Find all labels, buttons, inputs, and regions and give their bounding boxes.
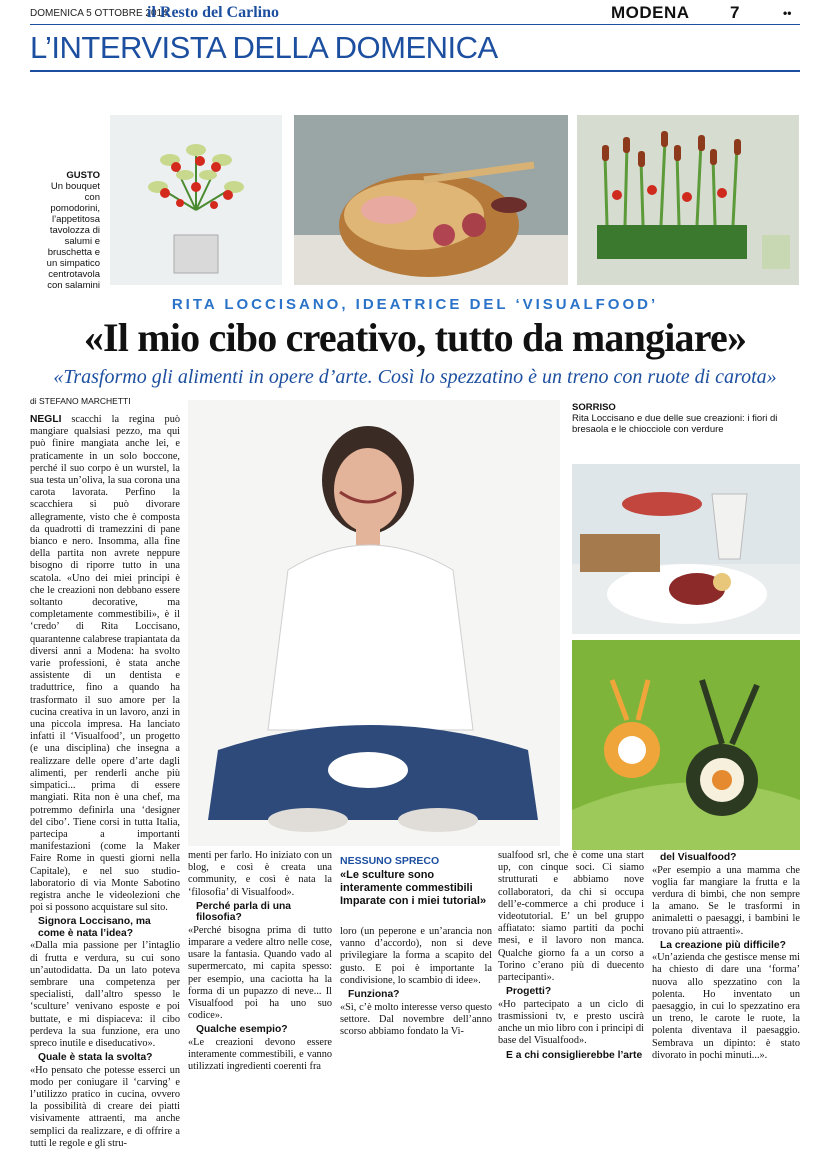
caption-gusto xyxy=(38,170,100,291)
article-column-4 xyxy=(498,850,644,1061)
article-headline: «Il mio cibo creativo, tutto da mangiare» xyxy=(83,315,747,360)
header-rule xyxy=(30,24,800,25)
answer: «Per esempio a una mamma che voglia far mangiare la frutta e la verdura di bimbi, che non sempre la amano. Se le trasformi in animaletti o paesaggi, i bambini le trovano più attraenti». xyxy=(652,864,800,937)
paragraph xyxy=(30,414,180,914)
answer: «Perché bisogna prima di tutto imparare a vedere altro nelle cose, usare la fantasia. Quando vado al supermercato, mi capita spesso: per esempio, una caciotta ha la forma di un pupazzo di neve... Il Visualfood poi ha uno suo codice». xyxy=(188,924,332,1022)
caption-sorriso-text: Rita Loccisano e due delle sue creazioni: i fiori di bresaola e le chiocciole con verdure xyxy=(572,413,778,435)
caption-sorriso xyxy=(572,402,792,435)
caption-gusto-text: Un bouquet con pomodorini, l’appetitosa tavolozza di salumi e bruschetta e un simpatico centrotavola con salamini xyxy=(46,181,100,291)
masthead xyxy=(0,0,825,26)
article-column-3 xyxy=(340,926,492,1037)
issue-date: DOMENICA 5 OTTOBRE 2014 xyxy=(30,8,168,19)
page-number: 7 xyxy=(730,3,740,22)
question: Perché parla di una filosofia? xyxy=(196,900,291,924)
question: Quale è stata la svolta? xyxy=(38,1052,153,1064)
answer: sualfood srl, che è come una start up, con cinque soci. Ci siamo strutturati e abbiamo nove collaboratori, da chi si occupa dell’e-commerce a chi produce i videotutorial. E’ un bel gruppo affiatato: siamo partiti da pochi mesi, e il lavoro non manca. Qualche giorno fa a un corso a Torino c’erano più di duecento partecipanti». xyxy=(498,850,644,984)
pull-quote-title: NESSUNO SPRECO xyxy=(340,855,440,867)
drop-lead: NEGLI xyxy=(30,414,62,425)
question: Signora Loccisano, ma come è nata l’idea? xyxy=(38,916,151,939)
article-column-1 xyxy=(30,414,180,1149)
answer: «Sì, c’è molto interesse verso questo settore. Dal novembre dell’anno scorso abbiamo fondato la Vi- xyxy=(340,1001,492,1037)
photo-vegetable-snails xyxy=(572,640,800,850)
question: Qualche esempio? xyxy=(196,1024,288,1036)
answer: «Ho partecipato a un ciclo di trasmissioni tv, e presto uscirà anche un mio libro con i principi di base del Visualfood». xyxy=(498,998,644,1047)
photo-bresaola-flowers xyxy=(572,464,800,634)
caption-sorriso-title: SORRISO xyxy=(572,402,616,413)
section-title: L’INTERVISTA DELLA DOMENICA xyxy=(30,30,498,65)
photo-rita-loccisano-portrait xyxy=(188,400,560,846)
article-byline: di STEFANO MARCHETTI xyxy=(30,396,131,406)
question: E a chi consiglierebbe l’arte xyxy=(506,1049,643,1061)
question: del Visualfood? xyxy=(660,852,737,863)
page-dots: •• xyxy=(783,6,792,20)
caption-gusto-title: GUSTO xyxy=(66,170,100,181)
pull-quote-box xyxy=(340,855,490,908)
answer: «Ho pensato che potesse esserci un modo per coniugare il ‘carving’ e l’utilizzo pratico in cucina, ovvero la possibilità di creare dei piatti visivamente attraenti, ma anche semplici da realizzare, e di offrire a tutti le regole e gli stru- xyxy=(30,1064,180,1149)
answer: menti per farlo. Ho iniziato con un blog, e così è creata una community, e così è nata la ‘filosofia’ di Visualfood». xyxy=(188,850,332,898)
photo-salumi-bruschetta xyxy=(294,115,568,285)
article-subhead: «Trasformo gli alimenti in opere d’arte. Così lo spezzatino è un treno con ruote di carota» xyxy=(53,366,777,388)
answer: «Le creazioni devono essere interamente commestibili, e vanno utilizzati ingredienti coerenti fra xyxy=(188,1036,332,1073)
question: La creazione più difficile? xyxy=(660,939,786,951)
section-rule xyxy=(30,70,800,72)
article-column-5 xyxy=(652,850,800,1061)
photo-tomato-bouquet xyxy=(110,115,282,285)
answer: loro (un peperone e un’arancia non vanno d’accordo), non si deve privilegiare la forma a scapito del gusto. E poi è importante la condivisione, lo scambio di idee». xyxy=(340,926,492,986)
answer: «Dalla mia passione per l’intaglio di frutta e verdura, su cui sono un’autodidatta. Da un lato poteva sembrare una competenza per specialisti, dall’altro spesso le ‘sculture’ venivano esposte e poi buttate, e mi dispiaceva: il cibo perdeva la sua funzione, era uno spreco inutile e diseducativo». xyxy=(30,940,180,1049)
pull-quote-text: «Le sculture sono interamente commestibili Imparate con i miei tutorial» xyxy=(340,869,487,907)
edition-city: MODENA xyxy=(611,3,690,22)
article-column-2 xyxy=(188,850,332,1073)
question: Funziona? xyxy=(348,989,400,1001)
newspaper-logo: il Resto del Carlino xyxy=(147,4,279,21)
answer: «Un’azienda che gestisce mense mi ha chiesto di dare una ‘forma’ nuova allo spezzatino con la polenta. Ho inventato un paesaggio, in cui lo spezzatino era un treno, le carote le ruote, la polenta diventava il paesaggio. Sembrava un dipinto: è stato divorato in pochi minuti...». xyxy=(652,952,800,1061)
article-kicker: RITA LOCCISANO, IDEATRICE DEL ‘VISUALFOOD’ xyxy=(171,296,659,313)
photo-salami-centerpiece xyxy=(577,115,799,285)
question: Progetti? xyxy=(506,986,552,998)
paragraph-text: scacchi la regina può mangiare qualsiasi pezzo, ma qui può finire mangiata anche lei, e praticamente in un solo boccone, perché il suo corpo è un wurstel, la sua testa un’oliva, la sua corona una carota lavorata. Perfino la scacchiera si può divorare allegramente, visto che è composta da quadrotti di tramezzini di pane bianco e nero. Insomma, alla fine della partita non avrete neppure bisogno di riporre tutto in una scatola. «Uno dei miei principi è che le creazioni non debbano essere soltanto decorative, ma completamente commestibili», è il ‘credo’ di Rita Loccisano, quarantenne calabrese trapiantata da diversi anni a Modena: ha svolto varie professioni, è stata anche assistente di un dentista e traduttrice, fino a quando ha trasformato il suo amore per la cucina creativa in un lavoro, anzi in una piccola impresa. Ha lanciato infatti il ‘Visualfood’, un progetto (e una disciplina) che insegna a realizzare delle opere d’arte dagli alimenti, per renderli anche più simpatici... prima di essere mangiati. Rita non è una chef, ma potremmo definirla una ‘designer del cibo’. Tiene corsi in tutta Italia, partecipa a importanti manifestazioni (come la Maker Faire Rome in questi giorni nella Capitale), e nel suo studio-laboratorio di via Monte Sabotino registra anche le videolezioni che poi si possono acquistare sul sito. xyxy=(30,414,180,914)
